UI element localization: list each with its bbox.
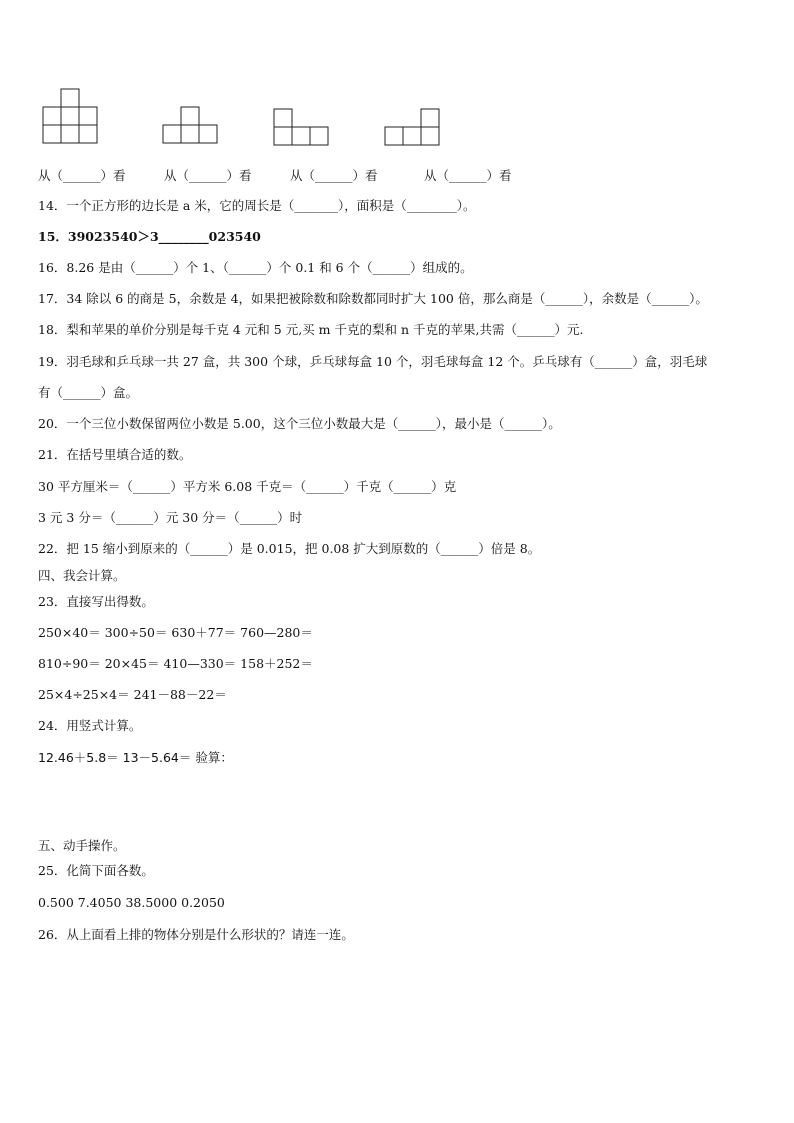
question-19-line-2: 有（______）盒。 [38, 385, 139, 400]
question-20: 20．一个三位小数保留两位小数是 5.00，这个三位小数最大是（______），最小是（______）。 [38, 416, 561, 431]
question-26: 26．从上面看上排的物体分别是什么形状的？请连一连。 [38, 927, 354, 942]
question-21: 21．在括号里填合适的数。 [38, 447, 192, 462]
question-14: 14．一个正方形的边长是 a 米，它的周长是（_______），面积是（________）。 [38, 198, 476, 213]
question-23-row-3: 25×4÷25×4＝ 241－88－22＝ [38, 687, 227, 702]
question-16: 16．8.26 是由（______）个 1、（______）个 0.1 和 6 个（______）组成的。 [38, 260, 473, 275]
question-21-row-2: 3 元 3 分＝（______）元 30 分＝（______）时 [38, 510, 303, 525]
question-25: 25．化简下面各数。 [38, 863, 154, 878]
question-23-row-1: 250×40＝ 300÷50＝ 630＋77＝ 760—280＝ [38, 625, 313, 640]
question-18: 18．梨和苹果的单价分别是每千克 4 元和 5 元,买 m 千克的梨和 n 千克的苹果,共需（______）元. [38, 322, 584, 337]
question-24-row: 12.46＋5.8＝ 13－5.64＝ 验算： [38, 750, 233, 765]
section-4-heading: 四、我会计算。 [38, 568, 126, 583]
question-23-row-2: 810÷90＝ 20×45＝ 410—330＝ 158＋252＝ [38, 656, 313, 671]
question-19-line-1: 19．羽毛球和乒乓球一共 27 盒，共 300 个球，乒乓球每盒 10 个，羽毛球每盒 12 个。乒乓球有（______）盒，羽毛球 [38, 354, 708, 369]
block-figure-4 [384, 108, 442, 146]
question-21-row-1: 30 平方厘米＝（______）平方米 6.08 千克＝（______）千克（______）克 [38, 479, 457, 494]
question-25-row: 0.500 7.4050 38.5000 0.2050 [38, 895, 225, 910]
question-17: 17．34 除以 6 的商是 5，余数是 4，如果把被除数和除数都同时扩大 100 倍，那么商是（______），余数是（______）。 [38, 291, 708, 306]
question-22: 22．把 15 缩小到原来的（______）是 0.015，把 0.08 扩大到原数的（______）倍是 8。 [38, 541, 541, 556]
block-figure-2 [162, 106, 220, 144]
section-5-heading: 五、动手操作。 [38, 838, 126, 853]
block-figure-1 [42, 88, 100, 144]
question-15: 15．39023540＞3________023540 [38, 229, 261, 244]
question-23: 23．直接写出得数。 [38, 594, 154, 609]
view-caption-3: 从（______）看 [290, 168, 378, 183]
view-caption-1: 从（______）看 [38, 168, 126, 183]
question-24: 24．用竖式计算。 [38, 718, 142, 733]
block-figure-3 [273, 108, 331, 146]
view-caption-2: 从（______）看 [164, 168, 252, 183]
view-caption-4: 从（______）看 [424, 168, 512, 183]
